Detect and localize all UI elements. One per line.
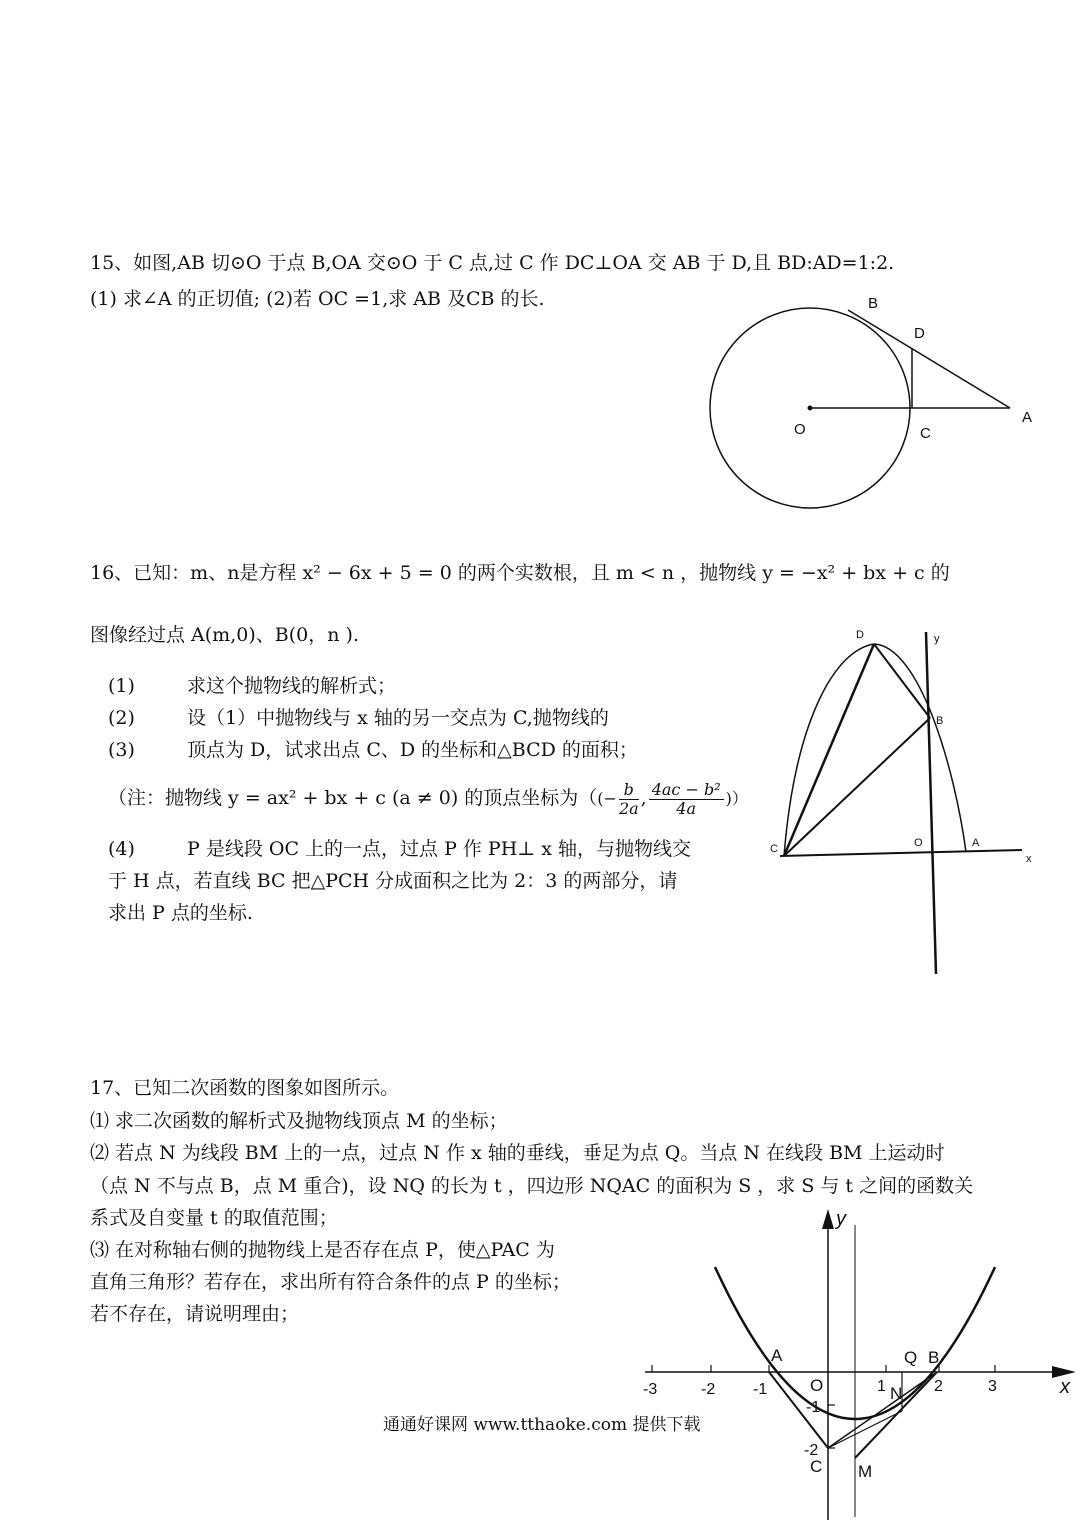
label-C: C bbox=[920, 425, 931, 442]
q17-line3: ⑵ 若点 N 为线段 BM 上的一点，过点 N 作 x 轴的垂线，垂足为点 Q。当点 N 在线段 BM 上运动时 bbox=[90, 1142, 945, 1164]
q17-line2: ⑴ 求二次函数的解析式及抛物线顶点 M 的坐标； bbox=[90, 1110, 508, 1132]
label-y: y bbox=[836, 1208, 846, 1230]
q16-note bbox=[108, 778, 748, 819]
label-O: O bbox=[810, 1376, 824, 1395]
item-number: (2) bbox=[108, 707, 135, 729]
q15-line2: (1) 求∠A 的正切值; (2)若 OC =1,求 AB 及CB 的长. bbox=[90, 288, 545, 310]
q16-item2 bbox=[108, 705, 609, 731]
label-C: C bbox=[810, 1457, 823, 1476]
label-y: y bbox=[934, 633, 940, 645]
q17-line1: 17、已知二次函数的图象如图所示。 bbox=[90, 1077, 400, 1099]
note-open: (− bbox=[597, 789, 617, 808]
item-text: P 是线段 OC 上的一点，过点 P 作 PH⊥ x 轴，与抛物线交 bbox=[187, 838, 691, 860]
tick-label-3: 3 bbox=[988, 1378, 997, 1395]
label-N: N bbox=[890, 1384, 903, 1403]
label-C: C bbox=[770, 843, 778, 855]
tick-label-m2: -2 bbox=[701, 1381, 716, 1398]
label-x: x bbox=[1060, 1376, 1070, 1398]
note-close: )） bbox=[725, 789, 748, 808]
tick-label-m1: -1 bbox=[753, 1381, 768, 1398]
label-x: x bbox=[1026, 853, 1032, 865]
fraction-b-over-2a: $\frac{b}{2a}$ bbox=[618, 779, 639, 818]
q16-item4 bbox=[108, 836, 691, 862]
note-prefix: （注：抛物线 y = ax² + bx + c (a ≠ 0) 的顶点坐标为（ bbox=[108, 787, 598, 809]
label-B: B bbox=[928, 1348, 940, 1367]
q16-item4-line2: 于 H 点，若直线 BC 把△PCH 分成面积之比为 2：3 的两部分，请 bbox=[108, 870, 678, 892]
label-O: O bbox=[914, 837, 923, 849]
q15-line1: 15、如图,AB 切⊙O 于点 B,OA 交⊙O 于 C 点,过 C 作 DC⊥OA 交 AB 于 D,且 BD:AD=1:2. bbox=[90, 252, 895, 274]
q17-line5: 系式及自变量 t 的取值范围； bbox=[90, 1207, 338, 1229]
label-Q: Q bbox=[904, 1348, 918, 1367]
ytick-label-m2: -2 bbox=[804, 1442, 819, 1459]
label-O: O bbox=[794, 421, 806, 438]
label-D: D bbox=[914, 325, 925, 342]
item-text: 求这个抛物线的解析式； bbox=[187, 675, 397, 697]
q17-line6: ⑶ 在对称轴右侧的抛物线上是否存在点 P，使△PAC 为 bbox=[90, 1239, 555, 1261]
note-comma: , bbox=[640, 787, 647, 809]
parabola-bcd-figure bbox=[750, 620, 1040, 980]
label-D: D bbox=[856, 629, 864, 641]
circle-tangent-figure bbox=[700, 290, 1040, 520]
label-A: A bbox=[771, 1346, 783, 1365]
q16-line1: 16、已知：m、n是方程 x² − 6x + 5 = 0 的两个实数根，且 m < n ，抛物线 y = −x² + bx + c 的 bbox=[90, 562, 950, 584]
label-B: B bbox=[936, 715, 944, 727]
q16-line2: 图像经过点 A(m,0)、B(0，n ). bbox=[90, 624, 359, 646]
tick-label-2: 2 bbox=[934, 1378, 943, 1395]
q17-line4: （点 N 不与点 B，点 M 重合)，设 NQ 的长为 t ，四边形 NQAC 的面积为 S ，求 S 与 t 之间的函数关 bbox=[90, 1175, 974, 1197]
fraction-vertex-y: $\frac{\text{4ac − b²}}{4a}$ bbox=[649, 781, 724, 818]
item-number: (3) bbox=[108, 739, 135, 761]
item-text: 顶点为 D，试求出点 C、D 的坐标和△BCD 的面积； bbox=[187, 739, 638, 761]
item-number: (4) bbox=[108, 838, 135, 860]
q17-line8: 若不存在，请说明理由； bbox=[90, 1303, 300, 1325]
tick-label-1: 1 bbox=[877, 1378, 886, 1395]
ytick-label-m1: -1 bbox=[806, 1399, 821, 1416]
label-M: M bbox=[858, 1462, 873, 1481]
q16-item1 bbox=[108, 673, 396, 699]
tick-label-m3: -3 bbox=[643, 1381, 658, 1398]
label-A: A bbox=[1022, 409, 1033, 426]
q17-line7: 直角三角形？若存在，求出所有符合条件的点 P 的坐标； bbox=[90, 1271, 571, 1293]
q16-item4-line3: 求出 P 点的坐标. bbox=[108, 902, 253, 924]
item-number: (1) bbox=[108, 675, 135, 697]
label-A: A bbox=[972, 837, 980, 849]
label-B: B bbox=[868, 295, 879, 312]
footer-credit: 通通好课网 www.tthaoke.com 提供下载 bbox=[383, 1415, 701, 1435]
q16-item3 bbox=[108, 737, 638, 763]
quadratic-graph-figure bbox=[640, 1205, 1080, 1525]
item-text: 设（1）中抛物线与 x 轴的另一交点为 C,抛物线的 bbox=[187, 707, 609, 729]
